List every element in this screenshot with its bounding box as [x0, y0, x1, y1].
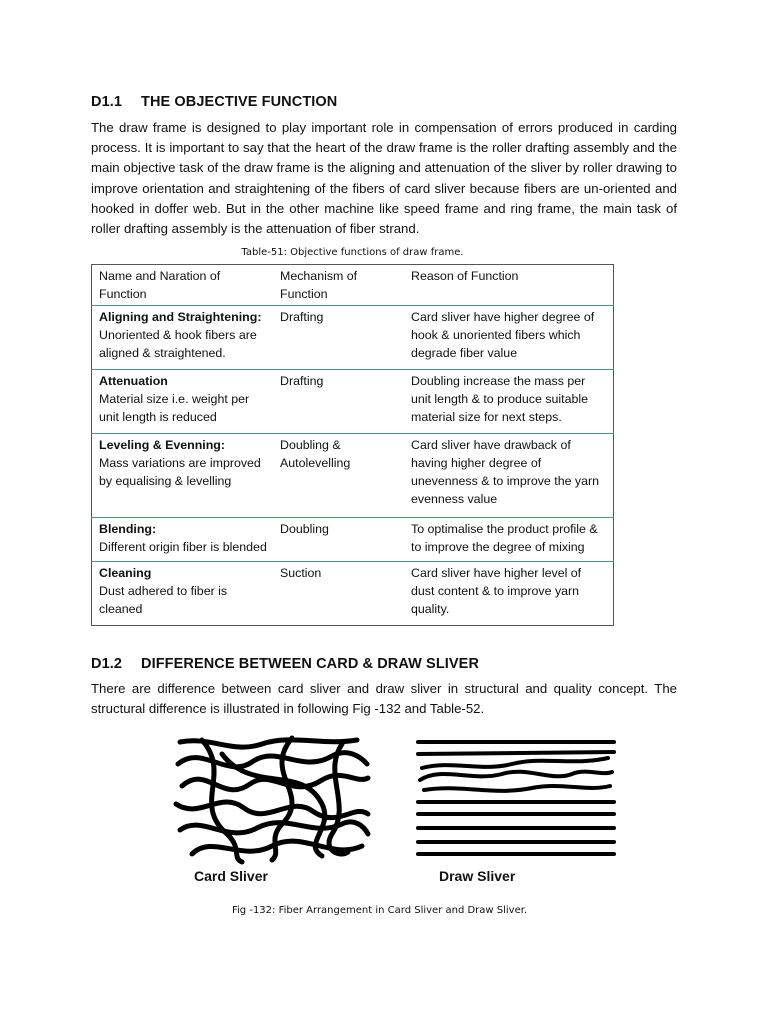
mechanism-cell: Doubling & Autolevelling [273, 434, 404, 518]
table-caption: Table-51: Objective functions of draw frame. [241, 247, 464, 258]
function-name-cell [92, 370, 274, 434]
section-title: THE OBJECTIVE FUNCTION [141, 94, 338, 110]
reason-cell: To optimalise the product profile & to improve the degree of mixing [404, 517, 614, 561]
mechanism-cell: Drafting [273, 370, 404, 434]
objective-functions-table [91, 264, 614, 626]
function-name: Blending: [99, 521, 157, 536]
draw-sliver-illustration [412, 736, 620, 862]
function-name: Cleaning [99, 565, 152, 580]
function-name: Leveling & Evenning: [99, 438, 225, 452]
mechanism-cell: Doubling [273, 517, 404, 561]
table-row [92, 434, 614, 518]
table-row [92, 561, 614, 625]
reason-cell: Card sliver have higher degree of hook & unoriented fibers which degrade fiber value [404, 306, 614, 370]
section-title: DIFFERENCE BETWEEN CARD & DRAW SLIVER [141, 656, 480, 672]
mechanism-cell: Drafting [273, 306, 404, 370]
table-header-cell: Mechanism of Function [273, 265, 404, 306]
reason-cell: Doubling increase the mass per unit length & to produce suitable material size for next steps. [404, 370, 614, 434]
function-description: Dust adhered to fiber is cleaned [99, 583, 228, 616]
table-header-row [92, 265, 614, 306]
table-row [92, 306, 614, 370]
function-name: Aligning and Straightening: [99, 310, 262, 324]
figure-caption: Fig -132: Fiber Arrangement in Card Sliver and Draw Sliver. [232, 905, 528, 916]
objective-function-paragraph: The draw frame is designed to play important role in compensation of errors produced in carding process. It is important to say that the heart of the draw frame is the roller drafting assembly and the main objective task of the draw frame is the aligning and attenuation of the sliver by roller drawing to improve orientation and straightening of the fibers of card sliver because fibers are un-oriented and hooked in doffer web. But in the other machine like speed frame and ring frame, the main task of roller drafting assembly is the attenuation of fiber strand. [91, 120, 677, 237]
section-heading-d1-1 [91, 94, 337, 110]
difference-paragraph: There are difference between card sliver and draw sliver in structural and quality concept. The structural difference is illustrated in following Fig -132 and Table-52. [91, 681, 677, 717]
table-body [92, 306, 614, 626]
mechanism-cell: Suction [280, 565, 322, 580]
function-name-cell [92, 561, 274, 625]
section-number: D1.1 [91, 94, 123, 110]
function-description: Mass variations are improved by equalising & levelling [99, 456, 261, 488]
function-name-cell [92, 434, 274, 518]
reason-cell: Card sliver have drawback of having higher degree of unevenness & to improve the yarn evenness value [404, 434, 614, 518]
table-header-cell: Name and Naration of Function [92, 265, 274, 306]
function-name-cell [92, 306, 274, 370]
function-name-cell [92, 517, 274, 561]
draw-sliver-label: Draw Sliver [439, 868, 516, 884]
function-description: Material size i.e. weight per unit length is reduced [99, 392, 250, 424]
section-heading-d1-2 [91, 656, 479, 672]
function-description: Unoriented & hook fibers are aligned & straightened. [99, 328, 257, 360]
section-number: D1.2 [91, 656, 123, 672]
function-name: Attenuation [99, 374, 168, 388]
table-header-cell: Reason of Function [404, 265, 614, 306]
function-description: Different origin fiber is blended [99, 539, 267, 554]
card-sliver-illustration [172, 734, 372, 866]
reason-cell: Card sliver have higher level of dust content & to improve yarn quality. [411, 565, 582, 616]
table-row [92, 370, 614, 434]
table-row [92, 517, 614, 561]
card-sliver-label: Card Sliver [194, 868, 268, 884]
